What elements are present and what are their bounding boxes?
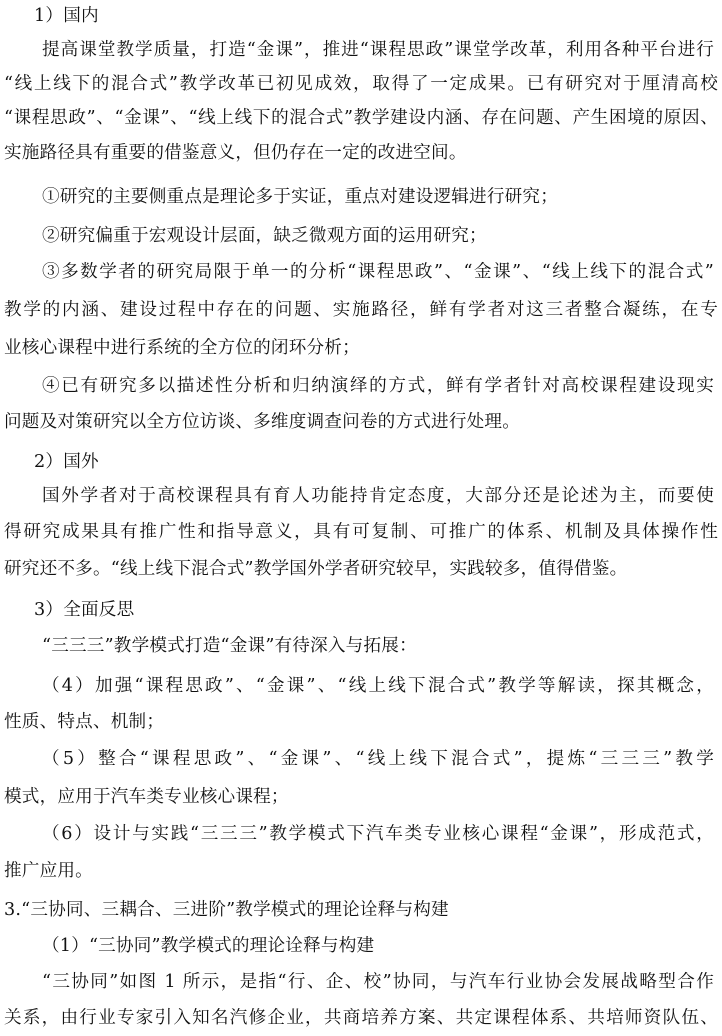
paragraph-line: 业核心课程中进行系统的全方位的闭环分析； [4,338,360,358]
paragraph-line: “线上线下的混合式”教学改革已初见成效，取得了一定成果。已有研究对于厘清高校 [4,74,718,94]
list-item-1: ①研究的主要侧重点是理论多于实证，重点对建设逻辑进行研究； [42,187,559,207]
paragraph-line: “三三三”教学模式打造“金课”有待深入与拓展： [42,636,417,656]
paragraph-line: 关系，由行业专家引入知名汽修企业，共商培养方案、共定课程体系、共培师资队伍、 [4,1008,718,1028]
paragraph-line: 性质、特点、机制； [4,712,165,732]
paragraph-line: 教学的内涵、建设过程中存在的问题、实施路径，鲜有学者对这三者整合凝练，在专 [4,300,718,320]
paragraph-line: 研究还不多。“线上线下混合式”教学国外学者研究较早，实践较多，值得借鉴。 [4,559,628,579]
list-item-4: ④已有研究多以描述性分析和归纳演绎的方式，鲜有学者针对高校课程建设现实 [42,376,714,396]
paragraph-line: 实施路径具有重要的借鉴意义，但仍存在一定的改进空间。 [4,143,467,163]
heading-reflection: 3）全面反思 [34,600,135,620]
paragraph-line: 模式，应用于汽车类专业核心课程； [4,787,289,807]
subsection-heading-1: （1）“三协同”教学模式的理论诠释与构建 [42,936,375,956]
paragraph-line: “三协同”如图 1 所示，是指“行、企、校”协同，与汽车行业协会发展战略型合作 [42,972,714,992]
heading-domestic: 1）国内 [34,6,99,26]
list-item-5-paren: （5）整合“课程思政”、“金课”、“线上线下混合式”，提炼“三三三”教学 [42,749,714,769]
paragraph-line: 得研究成果具有推广性和指导意义，具有可复制、可推广的体系、机制及具体操作性 [4,522,718,542]
paragraph-line: 问题及对策研究以全方位访谈、多维度调查问卷的方式进行处理。 [4,412,521,432]
list-item-3: ③多数学者的研究局限于单一的分析“课程思政”、“金课”、“线上线下的混合式” [42,262,714,282]
list-item-4-paren: （4）加强“课程思政”、“金课”、“线上线下混合式”教学等解读，探其概念， [42,676,714,696]
section-heading-3: 3.“三协同、三耦合、三进阶”教学模式的理论诠释与构建 [4,900,449,920]
list-item-6-paren: （6）设计与实践“三三三”教学模式下汽车类专业核心课程“金课”，形成范式， [42,824,714,844]
paragraph-line: “课程思政”、“金课”、“线上线下的混合式”教学建设内涵、存在问题、产生困境的原因、 [4,108,718,128]
heading-foreign: 2）国外 [34,452,99,472]
paragraph-line: 国外学者对于高校课程具有育人功能持肯定态度，大部分还是论述为主，而要使 [42,486,714,506]
list-item-2: ②研究偏重于宏观设计层面，缺乏微观方面的运用研究； [42,226,487,246]
paragraph-line: 提高课堂教学质量，打造“金课”，推进“课程思政”课堂学改革，利用各种平台进行 [42,40,714,60]
paragraph-line: 推广应用。 [4,861,93,881]
